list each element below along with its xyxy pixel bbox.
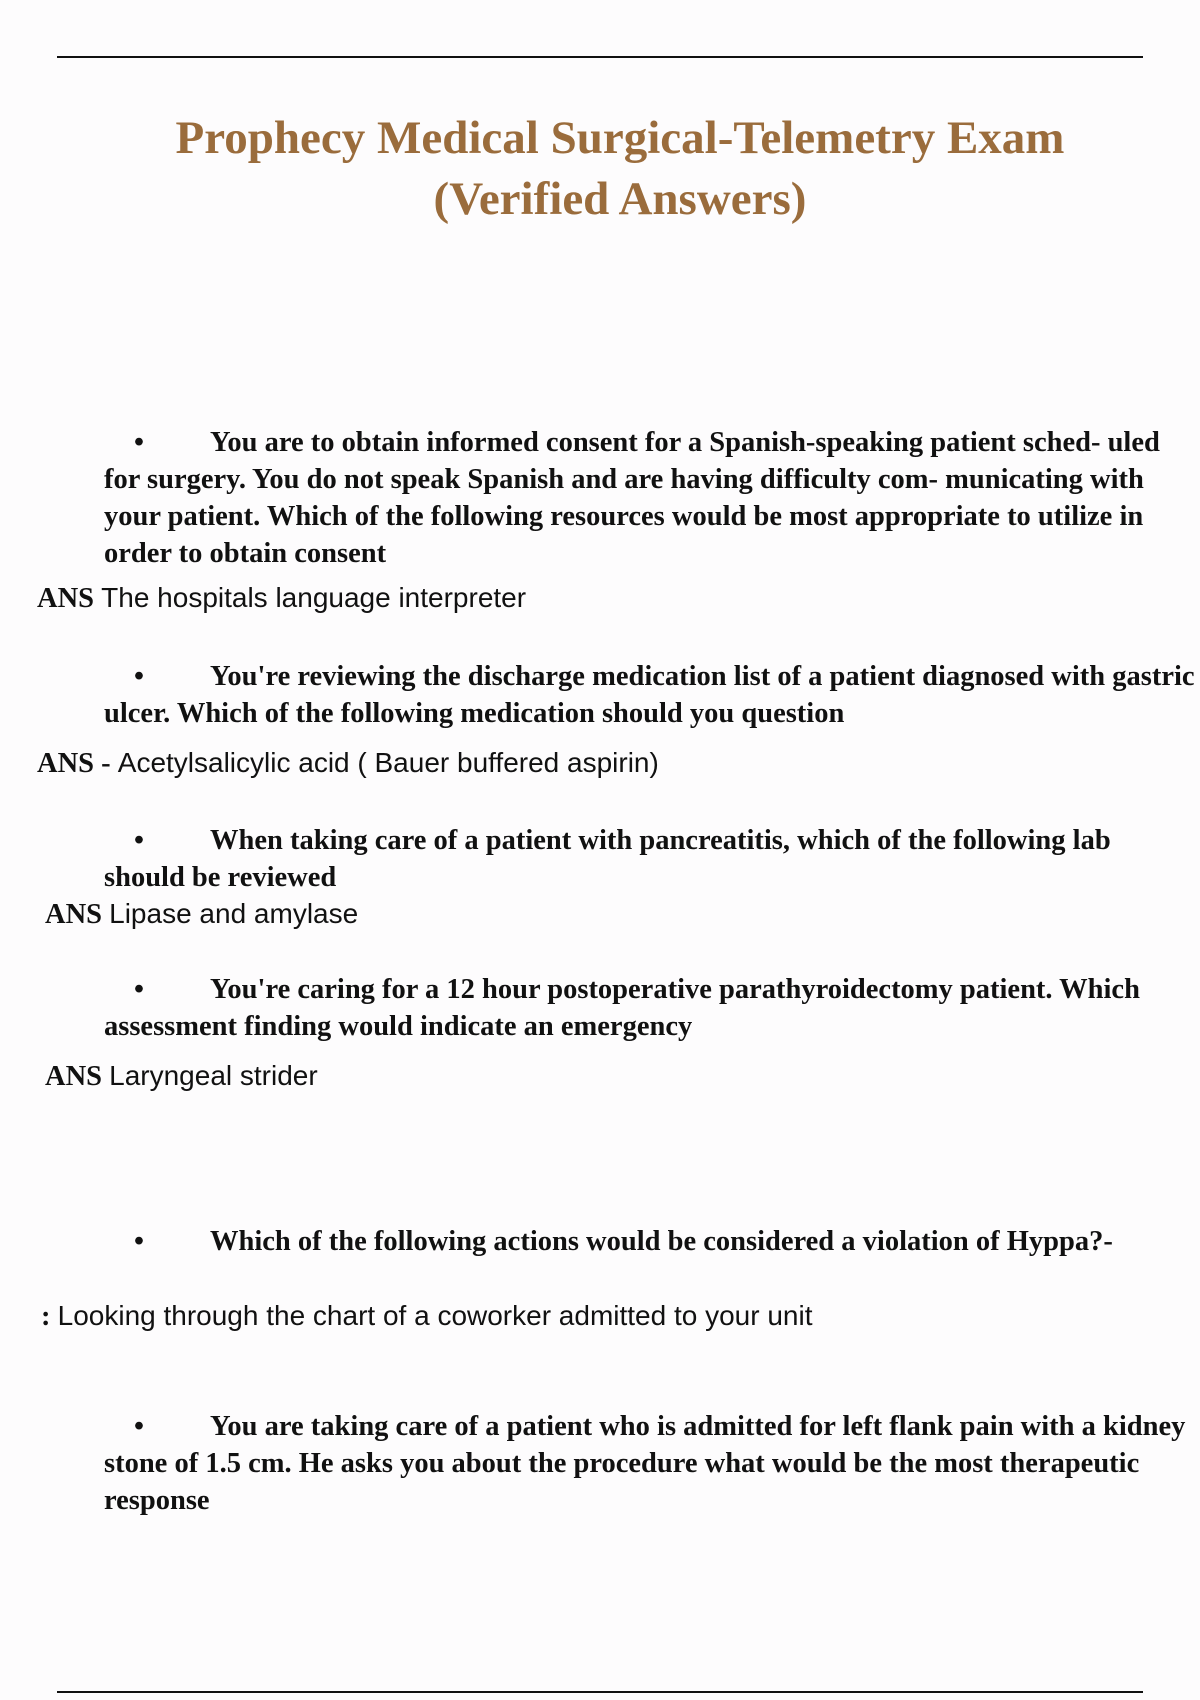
answer-text: The hospitals language interpreter [101,582,527,613]
question-text: When taking care of a patient with pancreatitis, which of the following lab should be reviewed [104,825,1111,893]
title-line-1: Prophecy Medical Surgical-Telemetry Exam [175,112,1065,164]
bullet-icon: • [134,974,144,1005]
question-text: You're reviewing the discharge medication list of a patient diagnosed with gastric ulcer. Which of the following medication should you question [104,661,1195,729]
answer-label: ANS - [37,748,111,779]
answer-4 [45,1058,318,1095]
question-text: You are to obtain informed consent for a Spanish-speaking patient sched- uled for surgery. You do not speak Spanish and are having difficulty com- municating with your patient. Which of the following resources would be most appropriate to utilize in order to obtain consent [104,427,1160,569]
answer-text: Acetylsalicylic acid ( Bauer buffered aspirin) [117,747,659,778]
answer-text: Laryngeal strider [109,1060,318,1091]
answer-text: Looking through the chart of a coworker admitted to your unit [57,1300,813,1331]
answer-label: ANS [45,899,103,930]
answer-text: Lipase and amylase [109,898,359,929]
answer-label: ANS [45,1061,103,1092]
question-6 [104,1408,1196,1519]
bullet-icon: • [134,427,144,458]
question-text: You are taking care of a patient who is admitted for left flank pain with a kidney stone of 1.5 cm. He asks you about the procedure what would be the most therapeutic response [104,1411,1186,1516]
question-text: Which of the following actions would be considered a violation of Hyppa?- [210,1226,1113,1257]
answer-1 [37,580,526,617]
bottom-rule [57,1691,1143,1693]
bullet-icon: • [134,1226,144,1257]
bullet-icon: • [134,825,144,856]
question-1 [104,424,1196,572]
question-4 [104,971,1196,1045]
top-rule [57,56,1143,58]
title-line-2: (Verified Answers) [433,173,807,225]
bullet-icon: • [134,661,144,692]
question-2 [104,658,1196,732]
question-text: You're caring for a 12 hour postoperative parathyroidectomy patient. Which assessment finding would indicate an emergency [104,974,1140,1042]
answer-label: : [41,1301,51,1332]
question-3 [104,822,1196,896]
answer-3 [45,896,358,933]
answer-label: ANS [37,583,95,614]
bullet-icon: • [134,1411,144,1442]
page-title [60,108,1180,230]
answer-5 [41,1298,813,1335]
question-5 [104,1223,1196,1260]
answer-2 [37,745,659,782]
